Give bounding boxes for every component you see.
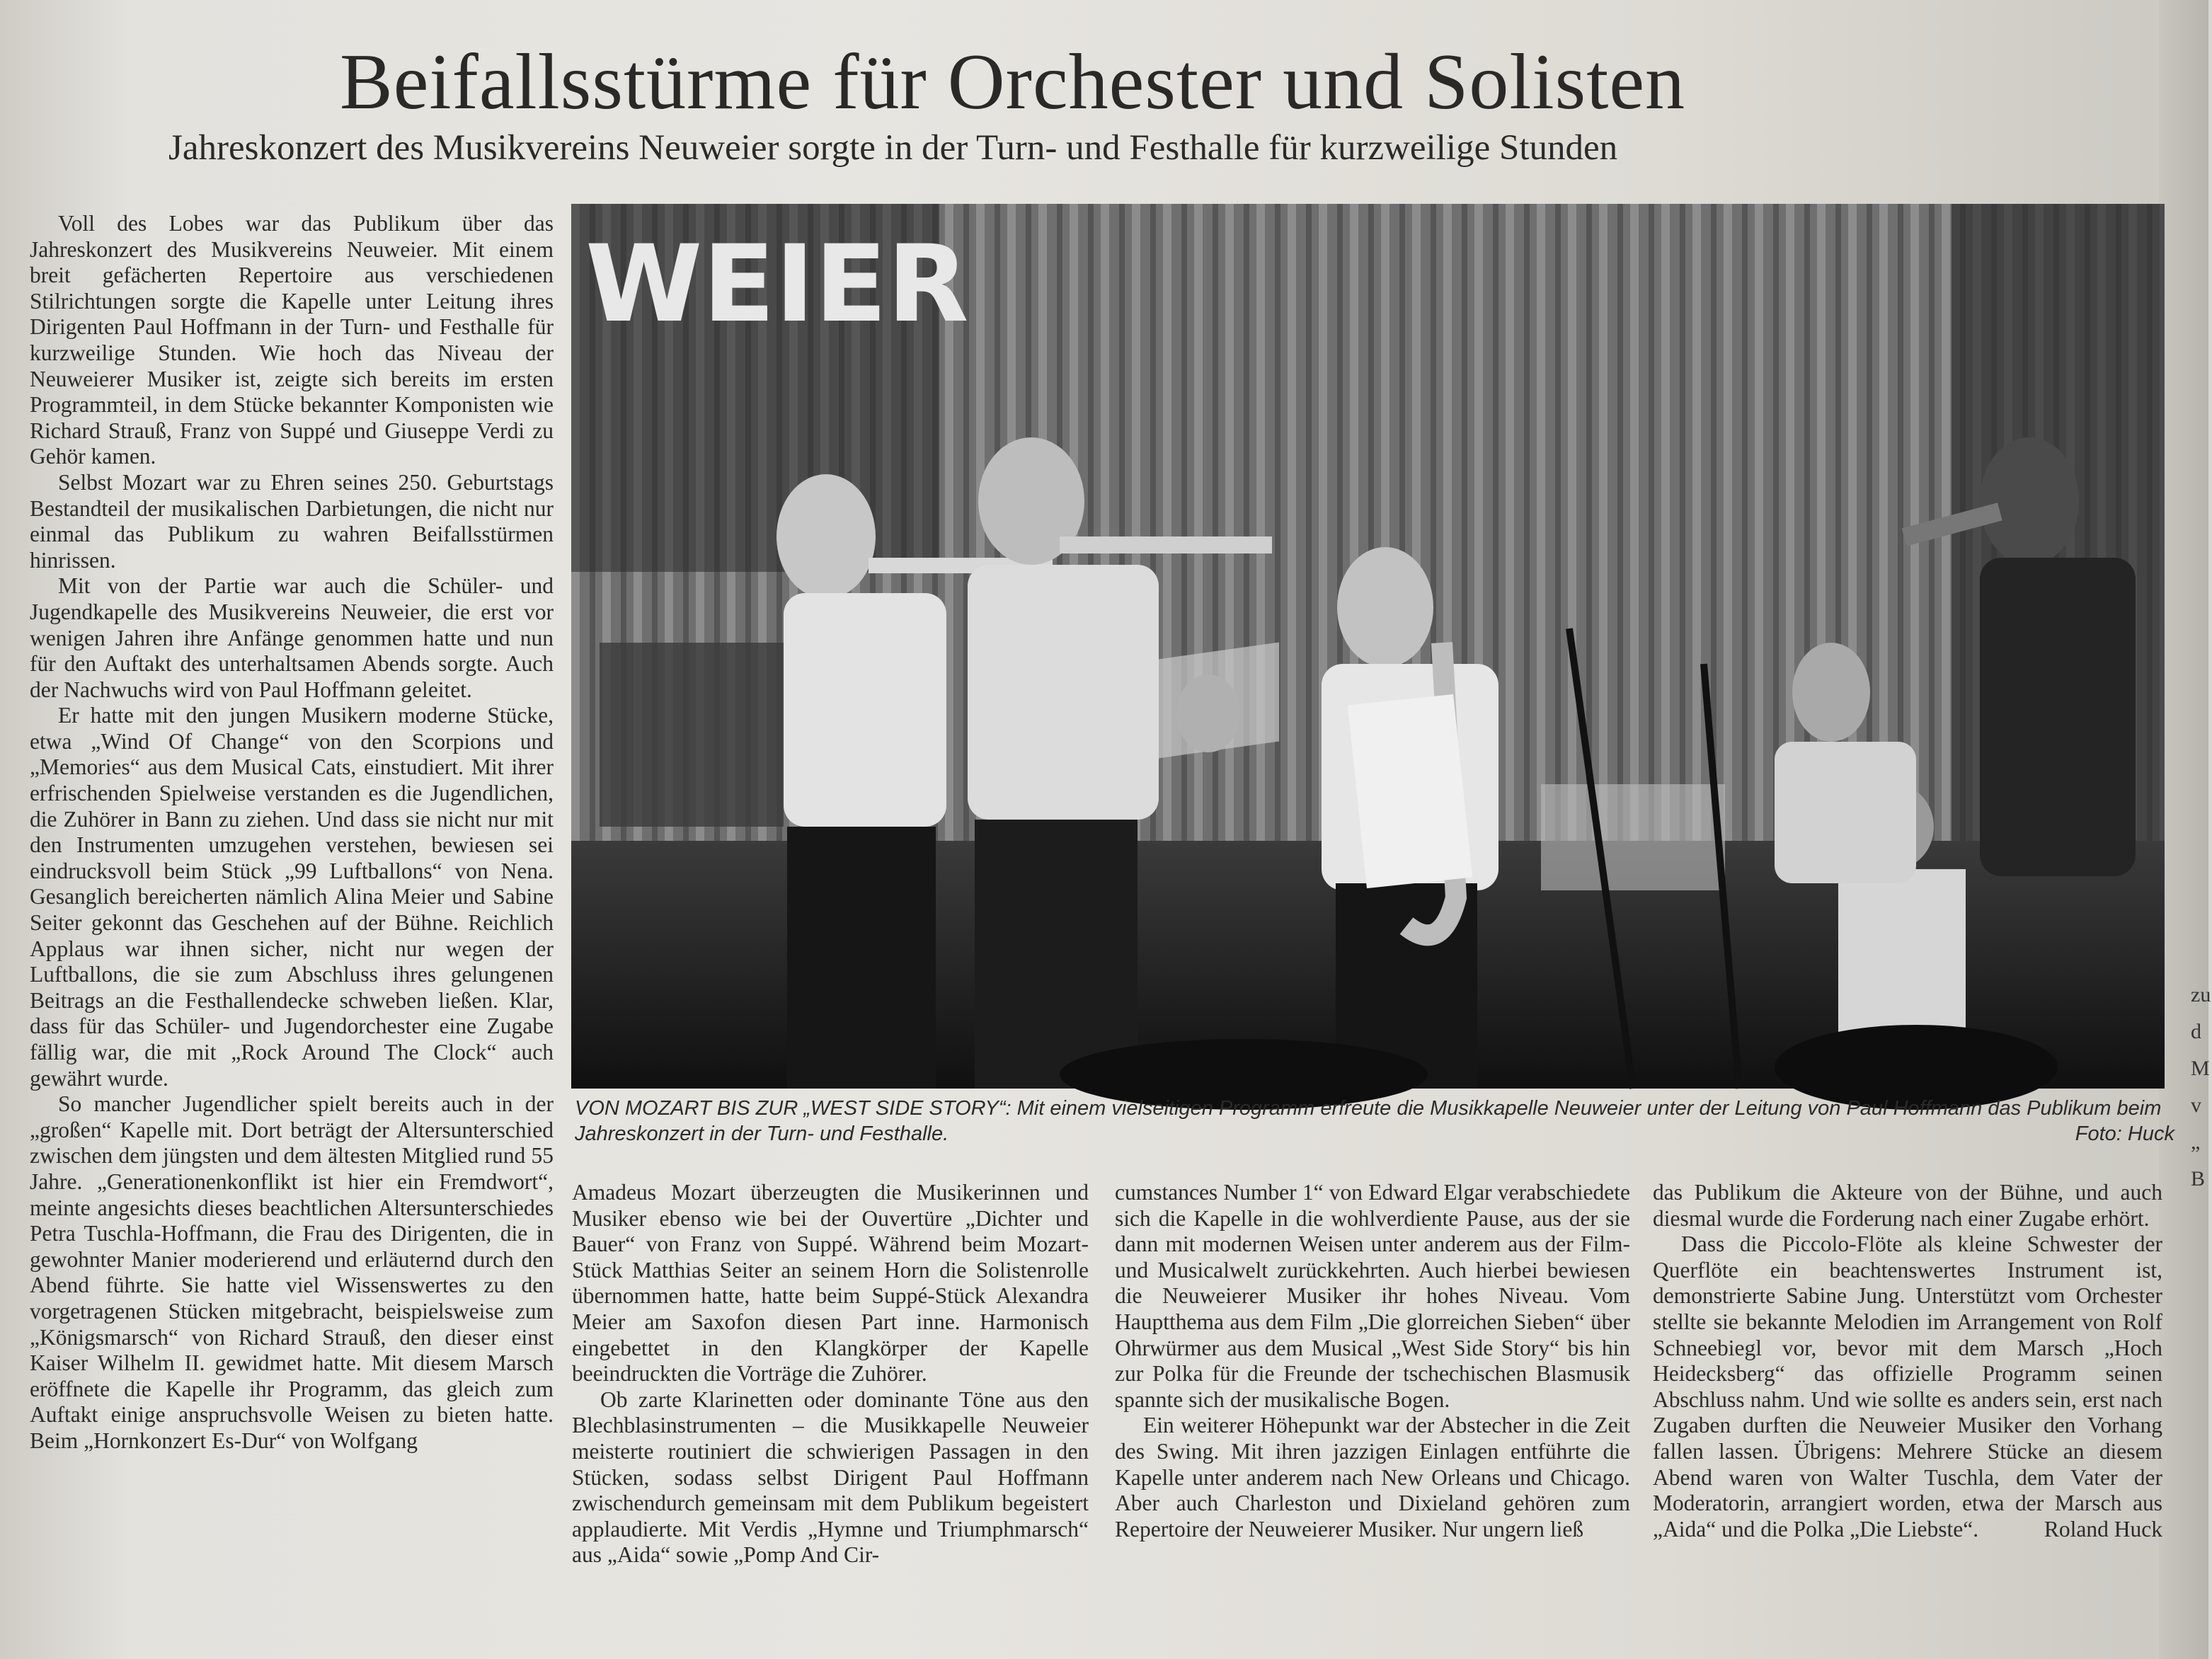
article-headline: Beifallsstürme für Orchester und Solisten <box>340 38 1686 126</box>
article-subheadline: Jahreskonzert des Musikvereins Neuweier sorgte in der Turn- und Festhalle für kurzweilige Stunden <box>168 128 1618 168</box>
paragraph: Er hatte mit den jungen Musikern moderne Stücke, etwa „Wind Of Change“ von den Scorpions und „Memories“ aus dem Musical Cats, einstudiert. Mit ihrer erfrischenden Spielweise verstanden es die Jugendlichen, die Zuhörer in Bann zu ziehen. Und dass sie nicht nur mit den Instrumenten umzugehen verstehen, bewiesen sei eindrucksvoll beim Stück „99 Luftballons“ von Nena. Gesanglich bereicherten nämlich Alina Meier und Sabine Seiter gekonnt das Geschehen auf der Bühne. Reichlich Applaus war ihnen sicher, nicht nur wegen der Luftballons, die sie zum Abschluss ihres gelungenen Beitrags an die Festhallendecke schweben ließen. Klar, dass für das Schüler- und Jugendorchester eine Zugabe fällig war, die mit „Rock Around The Clock“ auch gewährt wurde. <box>30 703 554 1091</box>
paragraph: Ob zarte Klarinetten oder dominante Töne aus den Blechblasinstrumenten – die Musikkapelle Neuweier meisterte routiniert die schwierigen Passagen in den Stücken, sodass selbst Dirigent Paul Hoffmann zwischendurch gemeinsam mit dem Publikum begeistert applaudierte. Mit Verdis „Hymne und Triumphmarsch“ aus „Aida“ sowie „Pomp And Cir- <box>572 1387 1089 1568</box>
paragraph: Mit von der Partie war auch die Schüler- und Jugendkapelle des Musikvereins Neuweier, die erst vor wenigen Jahren ihre Anfänge genommen hatte und nun für den Auftakt des unterhaltsamen Abends sorgte. Auch der Nachwuchs wird von Paul Hoffmann geleitet. <box>30 573 554 702</box>
page-fold <box>2159 0 2208 1659</box>
article-column-1 <box>30 211 554 1454</box>
caption-lead: VON MOZART BIS ZUR „WEST SIDE STORY“: <box>575 1097 1012 1120</box>
paragraph: Ein weiterer Höhepunkt war der Abstecher in die Zeit des Swing. Mit ihren jazzigen Einlagen entführte die Kapelle unter anderem nach New Orleans und Chicago. Aber auch Charleston und Dixieland gehören zum Repertoire der Neuweierer Musiker. Nur ungern ließ <box>1115 1413 1630 1542</box>
fragment-line: M <box>2191 1057 2210 1080</box>
paragraph: cumstances Number 1“ von Edward Elgar verabschiedete sich die Kapelle in die wohlverdiente Pause, aus der sie dann mit modernen Weisen unter anderem aus der Film- und Musicalwelt zurückkehrten. Auch hierbei bewiesen die Neuweierer Musiker ihr hohes Niveau. Vom Hauptthema aus dem Film „Die glorreichen Sieben“ über Ohrwürmer aus dem Musical „West Side Story“ bis hin zur Polka für die Freunde der tschechischen Blasmusik spannte sich der musikalische Bogen. <box>1115 1180 1630 1412</box>
article-column-2 <box>572 1180 1089 1568</box>
fragment-line: „ <box>2191 1130 2201 1154</box>
fragment-line: v <box>2191 1093 2201 1117</box>
photo-illustration <box>571 204 2165 1089</box>
caption-text: Mit einem vielseitigen Programm erfreute die Musikkapelle Neuweier unter der Leitung von Paul Hoffmann das Publikum beim Jahreskonzert in der Turn- und Festhalle. <box>575 1097 2162 1145</box>
paragraph: das Publikum die Akteure von der Bühne, und auch diesmal wurde die Forderung nach einer Zugabe erhört. <box>1653 1180 2162 1231</box>
stage-banner-text: WEIER <box>585 223 969 346</box>
fragment-line: B <box>2191 1167 2206 1190</box>
photo-caption <box>575 1096 2174 1147</box>
fragment-line: d <box>2191 1020 2201 1043</box>
paragraph: So mancher Jugendlicher spielt bereits auch in der „großen“ Kapelle mit. Dort beträgt der Altersunterschied zwischen dem jüngsten und dem ältesten Mitglied rund 55 Jahre. „Generationenkonflikt ist hier ein Fremdwort“, meinte angesichts dieses beachtlichen Altersunterschiedes Petra Tuschla-Hoffmann, die Frau des Dirigenten, die in gewohnter Manier moderierend und erläuternd durch den Abend führte. Sie hatte viel Wissenswertes zu den vorgetragenen Stücken mitgebracht, beispielsweise zum „Königsmarsch“ von Richard Strauß, den dieser einst Kaiser Wilhelm II. gewidmet hatte. Mit diesem Marsch eröffnete die Kapelle ihr Programm, das gleich zum Auftakt einige anspruchsvolle Weisen zu bieten hatte. Beim „Hornkonzert Es-Dur“ von Wolfgang <box>30 1091 554 1453</box>
paragraph: Voll des Lobes war das Publikum über das Jahreskonzert des Musikvereins Neuweier. Mit einem breit gefächerten Repertoire aus verschiedenen Stilrichtungen sorgte die Kapelle unter Leitung ihres Dirigenten Paul Hoffmann in der Turn- und Festhalle für kurzweilige Stunden. Wie hoch das Niveau der Neuweierer Musiker ist, zeigte sich bereits im ersten Programmteil, in dem Stücke bekannter Komponisten wie Richard Strauß, Franz von Suppé und Giuseppe Verdi zu Gehör kamen. <box>30 211 554 469</box>
concert-photo <box>571 204 2165 1089</box>
paragraph <box>1653 1232 2162 1542</box>
paragraph-text: Dass die Piccolo-Flöte als kleine Schwester der Querflöte ein beachtenswertes Instrument ist, demonstrierte Sabine Jung. Unterstützt vom Orchester stellte sie bekannte Melodien im Arrangement von Rolf Schneebiegl vor, bevor mit dem Marsch „Hoch Heidecksberg“ das offizielle Programm seinen Abschluss nahm. Und wie sollte es anders sein, erst nach Zugaben durften die Neuweier Musiker den Vorhang fallen lassen. Übrigens: Mehrere Stücke an diesem Abend waren von Walter Tuschla, dem Vater der Moderatorin, arrangiert worden, etwa der Marsch aus „Aida“ und die Polka „Die Liebste“. <box>1653 1232 2162 1542</box>
article-column-4 <box>1653 1180 2162 1542</box>
fragment-line: zu <box>2191 983 2211 1006</box>
adjacent-column-fragment <box>2191 977 2212 1198</box>
author-signature: Roland Huck <box>2044 1516 2162 1542</box>
photo-credit: Foto: Huck <box>2075 1123 2174 1145</box>
paragraph: Amadeus Mozart überzeugten die Musikerinnen und Musiker ebenso wie bei der Ouvertüre „Dichter und Bauer“ von Franz von Suppé. Während beim Mozart-Stück Matthias Seiter an seinem Horn die Solistenrolle übernommen hatte, hatte beim Suppé-Stück Alexandra Meier am Saxofon diesen Part inne. Harmonisch eingebettet in den Klangkörper der Kapelle beeindruckten die Vorträge die Zuhörer. <box>572 1180 1089 1387</box>
article-column-3 <box>1115 1180 1630 1542</box>
paragraph: Selbst Mozart war zu Ehren seines 250. Geburtstags Bestandteil der musikalischen Darbietungen, die nicht nur einmal das Publikum zu wahren Beifallsstürmen hinrissen. <box>30 469 554 573</box>
